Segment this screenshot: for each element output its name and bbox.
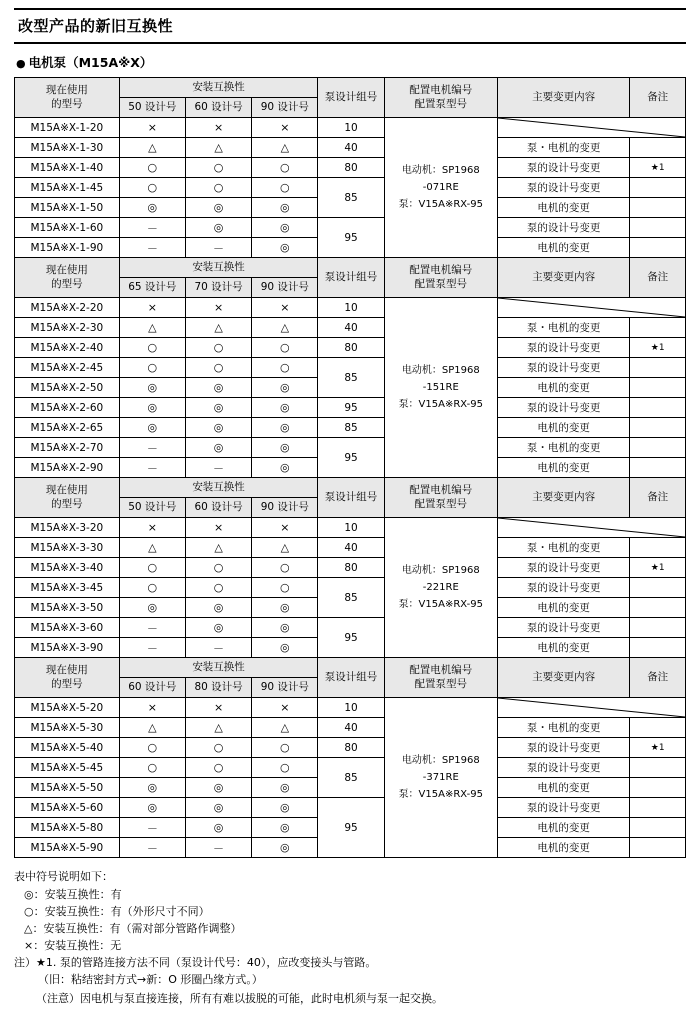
model-label: M15A※X-2-60 bbox=[15, 398, 120, 418]
compat-mark: ◎ bbox=[185, 818, 251, 838]
compat-mark: ○ bbox=[119, 338, 185, 358]
motor-info: 电动机：SP1968 -371RE 泵：V15A※RX-95 bbox=[384, 698, 497, 858]
compat-mark: △ bbox=[185, 318, 251, 338]
compat-mark: ○ bbox=[119, 558, 185, 578]
compat-mark: ○ bbox=[119, 578, 185, 598]
header-compat-col-2: 60 设计号 bbox=[185, 98, 251, 118]
compat-mark: － bbox=[185, 838, 251, 858]
legend-note-sub: （旧：粘结密封方式→新：O 形圈凸缘方式。） bbox=[38, 973, 263, 987]
compat-mark: ◎ bbox=[252, 618, 318, 638]
compat-mark: △ bbox=[185, 138, 251, 158]
compat-mark: × bbox=[252, 698, 318, 718]
page-title: 改型产品的新旧互换性 bbox=[14, 8, 686, 44]
compat-mark: ◎ bbox=[185, 378, 251, 398]
change-content: 泵・电机的变更 bbox=[497, 138, 629, 158]
model-label: M15A※X-3-45 bbox=[15, 578, 120, 598]
remark bbox=[630, 318, 686, 338]
compat-mark: ◎ bbox=[185, 438, 251, 458]
model-label: M15A※X-3-30 bbox=[15, 538, 120, 558]
remark bbox=[630, 458, 686, 478]
header-compat-col-1: 60 设计号 bbox=[119, 678, 185, 698]
table-row bbox=[15, 618, 686, 638]
change-content: 泵的设计号变更 bbox=[497, 738, 629, 758]
pump-group: 85 bbox=[318, 178, 384, 218]
compat-mark: － bbox=[119, 458, 185, 478]
header-motor-no: 配置电机编号 配置泵型号 bbox=[384, 78, 497, 118]
pump-group: 80 bbox=[318, 158, 384, 178]
change-content: 泵的设计号变更 bbox=[497, 618, 629, 638]
remark bbox=[630, 598, 686, 618]
model-label: M15A※X-5-80 bbox=[15, 818, 120, 838]
change-content: 泵的设计号变更 bbox=[497, 358, 629, 378]
header-compat: 安装互换性 bbox=[119, 478, 318, 498]
remark: ★1 bbox=[630, 738, 686, 758]
bullet-icon: ● bbox=[16, 57, 26, 70]
change-content: 泵・电机的变更 bbox=[497, 718, 629, 738]
model-label: M15A※X-2-30 bbox=[15, 318, 120, 338]
remark bbox=[630, 758, 686, 778]
compat-mark: ◎ bbox=[119, 198, 185, 218]
compat-mark: △ bbox=[119, 538, 185, 558]
pump-group: 40 bbox=[318, 538, 384, 558]
header-motor-no: 配置电机编号 配置泵型号 bbox=[384, 478, 497, 518]
remark bbox=[630, 778, 686, 798]
compat-mark: ◎ bbox=[252, 418, 318, 438]
compat-mark: ○ bbox=[185, 178, 251, 198]
compat-mark: － bbox=[185, 638, 251, 658]
model-label: M15A※X-5-90 bbox=[15, 838, 120, 858]
table-row bbox=[15, 418, 686, 438]
compat-mark: ◎ bbox=[252, 198, 318, 218]
diagonal-blank bbox=[497, 518, 685, 538]
change-content: 电机的变更 bbox=[497, 598, 629, 618]
compat-mark: ◎ bbox=[119, 378, 185, 398]
pump-group: 40 bbox=[318, 718, 384, 738]
header-current-model: 现在使用 的型号 bbox=[15, 658, 120, 698]
remark: ★1 bbox=[630, 558, 686, 578]
table-row bbox=[15, 138, 686, 158]
change-content: 电机的变更 bbox=[497, 418, 629, 438]
table-row bbox=[15, 158, 686, 178]
model-label: M15A※X-3-90 bbox=[15, 638, 120, 658]
compat-mark: ◎ bbox=[185, 798, 251, 818]
model-label: M15A※X-5-30 bbox=[15, 718, 120, 738]
section-subtitle bbox=[16, 53, 686, 71]
compat-mark: ○ bbox=[119, 758, 185, 778]
remark bbox=[630, 838, 686, 858]
compat-mark: ○ bbox=[119, 738, 185, 758]
compat-mark: － bbox=[185, 238, 251, 258]
compat-mark: ○ bbox=[185, 758, 251, 778]
pump-group: 95 bbox=[318, 618, 384, 658]
compat-mark: ○ bbox=[252, 338, 318, 358]
model-label: M15A※X-3-20 bbox=[15, 518, 120, 538]
compat-mark: － bbox=[119, 218, 185, 238]
remark bbox=[630, 378, 686, 398]
pump-group: 10 bbox=[318, 118, 384, 138]
remark bbox=[630, 358, 686, 378]
change-content: 泵的设计号变更 bbox=[497, 178, 629, 198]
compat-mark: － bbox=[119, 818, 185, 838]
compat-mark: ◎ bbox=[252, 818, 318, 838]
pump-group: 80 bbox=[318, 738, 384, 758]
table-row bbox=[15, 798, 686, 818]
table-row bbox=[15, 118, 686, 138]
change-content: 泵的设计号变更 bbox=[497, 158, 629, 178]
table-row bbox=[15, 698, 686, 718]
header-compat-col-1: 50 设计号 bbox=[119, 98, 185, 118]
remark bbox=[630, 578, 686, 598]
remark bbox=[630, 418, 686, 438]
change-content: 电机的变更 bbox=[497, 378, 629, 398]
remark: ★1 bbox=[630, 338, 686, 358]
legend-block bbox=[14, 868, 686, 1007]
model-label: M15A※X-2-90 bbox=[15, 458, 120, 478]
compat-mark: － bbox=[119, 638, 185, 658]
compat-mark: ◎ bbox=[185, 218, 251, 238]
compat-mark: ○ bbox=[252, 178, 318, 198]
remark bbox=[630, 538, 686, 558]
compat-table-3 bbox=[14, 477, 686, 658]
compat-mark: ◎ bbox=[252, 238, 318, 258]
compat-mark: ○ bbox=[119, 158, 185, 178]
change-content: 电机的变更 bbox=[497, 778, 629, 798]
compat-mark: △ bbox=[119, 718, 185, 738]
model-label: M15A※X-3-60 bbox=[15, 618, 120, 638]
header-compat-col-2: 60 设计号 bbox=[185, 498, 251, 518]
change-content: 电机的变更 bbox=[497, 238, 629, 258]
table-row bbox=[15, 578, 686, 598]
model-label: M15A※X-5-20 bbox=[15, 698, 120, 718]
header-change-content: 主要变更内容 bbox=[497, 258, 629, 298]
compat-mark: ◎ bbox=[252, 378, 318, 398]
pump-group: 95 bbox=[318, 438, 384, 478]
compat-mark: ◎ bbox=[252, 398, 318, 418]
compat-mark: － bbox=[119, 618, 185, 638]
compat-table-1 bbox=[14, 77, 686, 258]
model-label: M15A※X-1-30 bbox=[15, 138, 120, 158]
header-current-model: 现在使用 的型号 bbox=[15, 78, 120, 118]
compat-table-2 bbox=[14, 257, 686, 478]
compat-mark: － bbox=[119, 438, 185, 458]
legend-item-triangle: △：安装互换性：有（需对部分管路作调整） bbox=[24, 922, 242, 936]
compat-mark: ○ bbox=[252, 738, 318, 758]
pump-group: 85 bbox=[318, 758, 384, 798]
header-motor-no: 配置电机编号 配置泵型号 bbox=[384, 658, 497, 698]
table-row bbox=[15, 318, 686, 338]
remark bbox=[630, 818, 686, 838]
compat-mark: ◎ bbox=[185, 198, 251, 218]
legend-caution: （注意）因电机与泵直接连接，所有有难以拔脱的可能，此时电机须与泵一起交换。 bbox=[36, 992, 443, 1006]
change-content: 泵的设计号变更 bbox=[497, 798, 629, 818]
compat-table-4 bbox=[14, 657, 686, 858]
header-pump-group: 泵设计组号 bbox=[318, 478, 384, 518]
motor-info: 电动机：SP1968 -151RE 泵：V15A※RX-95 bbox=[384, 298, 497, 478]
pump-group: 95 bbox=[318, 798, 384, 858]
legend-item-double-circle: ◎：安装互换性：有 bbox=[24, 888, 122, 902]
header-remarks: 备注 bbox=[630, 78, 686, 118]
remark bbox=[630, 138, 686, 158]
model-label: M15A※X-1-45 bbox=[15, 178, 120, 198]
change-content: 泵的设计号变更 bbox=[497, 398, 629, 418]
compat-mark: ◎ bbox=[252, 598, 318, 618]
header-compat-col-2: 70 设计号 bbox=[185, 278, 251, 298]
header-pump-group: 泵设计组号 bbox=[318, 78, 384, 118]
pump-group: 80 bbox=[318, 558, 384, 578]
pump-group: 95 bbox=[318, 218, 384, 258]
table-row bbox=[15, 338, 686, 358]
compat-mark: △ bbox=[252, 538, 318, 558]
pump-group: 80 bbox=[318, 338, 384, 358]
remark bbox=[630, 718, 686, 738]
pump-group: 40 bbox=[318, 138, 384, 158]
remark bbox=[630, 438, 686, 458]
change-content: 电机的变更 bbox=[497, 638, 629, 658]
remark bbox=[630, 238, 686, 258]
table-row bbox=[15, 718, 686, 738]
model-label: M15A※X-3-40 bbox=[15, 558, 120, 578]
table-row bbox=[15, 738, 686, 758]
compat-mark: ○ bbox=[185, 158, 251, 178]
header-compat-col-1: 65 设计号 bbox=[119, 278, 185, 298]
model-label: M15A※X-1-50 bbox=[15, 198, 120, 218]
change-content: 泵的设计号变更 bbox=[497, 558, 629, 578]
compat-mark: △ bbox=[252, 138, 318, 158]
model-label: M15A※X-5-40 bbox=[15, 738, 120, 758]
legend-item-cross: ×：安装互换性：无 bbox=[24, 939, 122, 953]
header-pump-group: 泵设计组号 bbox=[318, 258, 384, 298]
subtitle-text: 电机泵（M15A※X） bbox=[28, 55, 153, 70]
compat-mark: ◎ bbox=[185, 598, 251, 618]
change-content: 泵的设计号变更 bbox=[497, 338, 629, 358]
compat-mark: ◎ bbox=[185, 778, 251, 798]
model-label: M15A※X-5-60 bbox=[15, 798, 120, 818]
pump-group: 10 bbox=[318, 698, 384, 718]
compat-mark: ◎ bbox=[119, 798, 185, 818]
pump-group: 10 bbox=[318, 518, 384, 538]
compat-mark: △ bbox=[119, 138, 185, 158]
header-compat-col-2: 80 设计号 bbox=[185, 678, 251, 698]
model-label: M15A※X-2-70 bbox=[15, 438, 120, 458]
compat-mark: ○ bbox=[252, 758, 318, 778]
header-compat-col-3: 90 设计号 bbox=[252, 278, 318, 298]
compat-mark: × bbox=[185, 698, 251, 718]
change-content: 泵的设计号变更 bbox=[497, 758, 629, 778]
compat-mark: ◎ bbox=[252, 638, 318, 658]
header-motor-no: 配置电机编号 配置泵型号 bbox=[384, 258, 497, 298]
header-remarks: 备注 bbox=[630, 478, 686, 518]
header-compat: 安装互换性 bbox=[119, 78, 318, 98]
legend-heading: 表中符号说明如下： bbox=[14, 870, 113, 883]
legend-item-circle: ○：安装互换性：有（外形尺寸不同） bbox=[24, 905, 210, 919]
compat-mark: － bbox=[119, 238, 185, 258]
motor-info: 电动机：SP1968 -071RE 泵：V15A※RX-95 bbox=[384, 118, 497, 258]
compat-mark: △ bbox=[119, 318, 185, 338]
compat-mark: ◎ bbox=[252, 438, 318, 458]
change-content: 电机的变更 bbox=[497, 838, 629, 858]
compat-mark: ◎ bbox=[185, 418, 251, 438]
change-content: 电机的变更 bbox=[497, 458, 629, 478]
header-compat-col-3: 90 设计号 bbox=[252, 678, 318, 698]
table-row bbox=[15, 358, 686, 378]
compat-mark: × bbox=[185, 118, 251, 138]
table-row bbox=[15, 558, 686, 578]
table-row bbox=[15, 518, 686, 538]
compat-mark: △ bbox=[185, 538, 251, 558]
model-label: M15A※X-1-90 bbox=[15, 238, 120, 258]
remark bbox=[630, 218, 686, 238]
pump-group: 85 bbox=[318, 418, 384, 438]
compat-mark: × bbox=[119, 118, 185, 138]
remark bbox=[630, 798, 686, 818]
compat-mark: ◎ bbox=[185, 398, 251, 418]
header-current-model: 现在使用 的型号 bbox=[15, 258, 120, 298]
pump-group: 10 bbox=[318, 298, 384, 318]
compat-mark: － bbox=[185, 458, 251, 478]
compat-mark: × bbox=[119, 298, 185, 318]
model-label: M15A※X-1-60 bbox=[15, 218, 120, 238]
table-row bbox=[15, 758, 686, 778]
header-pump-group: 泵设计组号 bbox=[318, 658, 384, 698]
remark: ★1 bbox=[630, 158, 686, 178]
compat-mark: × bbox=[119, 698, 185, 718]
model-label: M15A※X-2-65 bbox=[15, 418, 120, 438]
compat-mark: ○ bbox=[119, 358, 185, 378]
model-label: M15A※X-3-50 bbox=[15, 598, 120, 618]
model-label: M15A※X-2-45 bbox=[15, 358, 120, 378]
compat-mark: ◎ bbox=[119, 598, 185, 618]
model-label: M15A※X-1-20 bbox=[15, 118, 120, 138]
model-label: M15A※X-5-45 bbox=[15, 758, 120, 778]
model-label: M15A※X-2-40 bbox=[15, 338, 120, 358]
pump-group: 85 bbox=[318, 358, 384, 398]
compat-mark: × bbox=[119, 518, 185, 538]
compat-mark: ○ bbox=[185, 338, 251, 358]
compat-mark: ○ bbox=[185, 738, 251, 758]
remark bbox=[630, 178, 686, 198]
model-label: M15A※X-1-40 bbox=[15, 158, 120, 178]
compat-mark: × bbox=[252, 298, 318, 318]
pump-group: 95 bbox=[318, 398, 384, 418]
header-compat: 安装互换性 bbox=[119, 658, 318, 678]
model-label: M15A※X-2-20 bbox=[15, 298, 120, 318]
compat-mark: △ bbox=[252, 318, 318, 338]
compat-mark: ◎ bbox=[252, 458, 318, 478]
change-content: 泵的设计号变更 bbox=[497, 218, 629, 238]
compat-mark: × bbox=[252, 518, 318, 538]
pump-group: 40 bbox=[318, 318, 384, 338]
change-content: 泵・电机的变更 bbox=[497, 318, 629, 338]
compat-mark: ◎ bbox=[252, 778, 318, 798]
header-change-content: 主要变更内容 bbox=[497, 478, 629, 518]
compat-mark: ◎ bbox=[119, 778, 185, 798]
compat-mark: × bbox=[252, 118, 318, 138]
table-row bbox=[15, 438, 686, 458]
legend-note: 注）★1. 泵的管路连接方法不同（泵设计代号：40），应改变接头与管路。 bbox=[14, 956, 377, 970]
diagonal-blank bbox=[497, 118, 685, 138]
compat-mark: ◎ bbox=[185, 618, 251, 638]
header-compat-col-3: 90 设计号 bbox=[252, 98, 318, 118]
compat-mark: ◎ bbox=[119, 418, 185, 438]
compat-mark: ◎ bbox=[252, 798, 318, 818]
compat-mark: ◎ bbox=[252, 218, 318, 238]
compat-mark: △ bbox=[252, 718, 318, 738]
table-row bbox=[15, 298, 686, 318]
compat-mark: ○ bbox=[252, 578, 318, 598]
change-content: 电机的变更 bbox=[497, 818, 629, 838]
compat-mark: × bbox=[185, 298, 251, 318]
motor-info: 电动机：SP1968 -221RE 泵：V15A※RX-95 bbox=[384, 518, 497, 658]
remark bbox=[630, 198, 686, 218]
diagonal-blank bbox=[497, 298, 685, 318]
remark bbox=[630, 618, 686, 638]
header-change-content: 主要变更内容 bbox=[497, 658, 629, 698]
compat-mark: ○ bbox=[119, 178, 185, 198]
header-current-model: 现在使用 的型号 bbox=[15, 478, 120, 518]
change-content: 泵・电机的变更 bbox=[497, 538, 629, 558]
remark bbox=[630, 638, 686, 658]
change-content: 泵・电机的变更 bbox=[497, 438, 629, 458]
compat-mark: ○ bbox=[252, 358, 318, 378]
remark bbox=[630, 398, 686, 418]
compat-mark: ◎ bbox=[119, 398, 185, 418]
compat-mark: － bbox=[119, 838, 185, 858]
table-row bbox=[15, 218, 686, 238]
diagonal-blank bbox=[497, 698, 685, 718]
header-change-content: 主要变更内容 bbox=[497, 78, 629, 118]
compat-mark: ○ bbox=[185, 358, 251, 378]
model-label: M15A※X-5-50 bbox=[15, 778, 120, 798]
table-row bbox=[15, 178, 686, 198]
header-compat: 安装互换性 bbox=[119, 258, 318, 278]
header-compat-col-3: 90 设计号 bbox=[252, 498, 318, 518]
table-row bbox=[15, 398, 686, 418]
header-remarks: 备注 bbox=[630, 658, 686, 698]
compat-mark: × bbox=[185, 518, 251, 538]
compat-mark: ○ bbox=[252, 558, 318, 578]
model-label: M15A※X-2-50 bbox=[15, 378, 120, 398]
compat-mark: ◎ bbox=[252, 838, 318, 858]
compat-mark: ○ bbox=[185, 578, 251, 598]
header-remarks: 备注 bbox=[630, 258, 686, 298]
compat-mark: ○ bbox=[252, 158, 318, 178]
change-content: 泵的设计号变更 bbox=[497, 578, 629, 598]
table-row bbox=[15, 538, 686, 558]
change-content: 电机的变更 bbox=[497, 198, 629, 218]
pump-group: 85 bbox=[318, 578, 384, 618]
header-compat-col-1: 50 设计号 bbox=[119, 498, 185, 518]
compat-mark: ○ bbox=[185, 558, 251, 578]
compat-mark: △ bbox=[185, 718, 251, 738]
